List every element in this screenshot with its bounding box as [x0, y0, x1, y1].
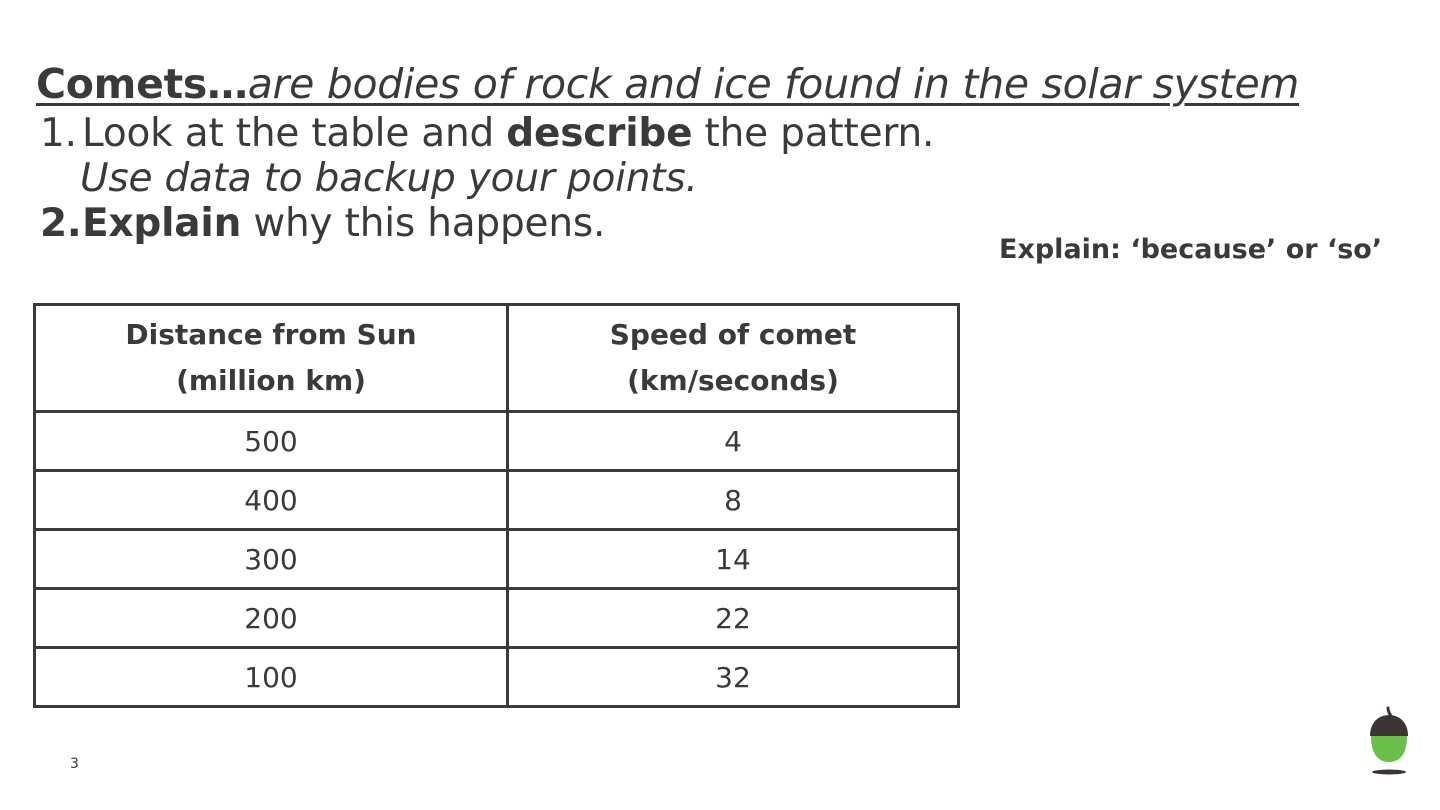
header-distance-line2: (million km) — [176, 364, 366, 397]
instruction-1-suffix: the pattern. — [692, 111, 935, 156]
table-row — [35, 530, 959, 589]
header-distance-line1: Distance from Sun — [125, 318, 417, 351]
instruction-2-bold: Explain — [82, 201, 242, 246]
table-cell-speed: 4 — [508, 412, 959, 471]
instruction-2 — [40, 201, 605, 247]
comet-data-table — [33, 303, 960, 708]
table-cell-speed: 14 — [508, 530, 959, 589]
instruction-1-bold: describe — [506, 111, 693, 156]
table-cell-distance: 300 — [35, 530, 508, 589]
table-header-row — [35, 305, 959, 412]
instruction-1-sub: Use data to backup your points. — [80, 156, 698, 201]
heading-bold: Comets… — [36, 60, 248, 108]
explain-hint: Explain: ‘because’ or ‘so’ — [999, 234, 1383, 265]
instruction-1-number: 1. — [40, 111, 77, 156]
acorn-icon — [1366, 706, 1412, 776]
instruction-1-prefix: Look at the table and — [82, 111, 507, 156]
table-cell-distance: 200 — [35, 589, 508, 648]
table-cell-speed: 22 — [508, 589, 959, 648]
instruction-2-number: 2. — [40, 201, 82, 246]
table-header-distance — [35, 305, 508, 412]
table-row — [35, 412, 959, 471]
page-title — [36, 58, 1299, 110]
table-row — [35, 589, 959, 648]
instruction-2-suffix: why this happens. — [241, 201, 606, 246]
table-cell-distance: 400 — [35, 471, 508, 530]
table-cell-distance: 100 — [35, 648, 508, 707]
page-number: 3 — [70, 756, 79, 772]
table-row — [35, 648, 959, 707]
table-cell-speed: 32 — [508, 648, 959, 707]
header-speed-line2: (km/seconds) — [627, 364, 839, 397]
table-header-speed — [508, 305, 959, 412]
heading-italic: are bodies of rock and ice found in the solar system — [247, 60, 1300, 108]
table-cell-speed: 8 — [508, 471, 959, 530]
table-cell-distance: 500 — [35, 412, 508, 471]
instruction-1 — [40, 111, 934, 157]
header-speed-line1: Speed of comet — [609, 318, 857, 351]
table-row — [35, 471, 959, 530]
